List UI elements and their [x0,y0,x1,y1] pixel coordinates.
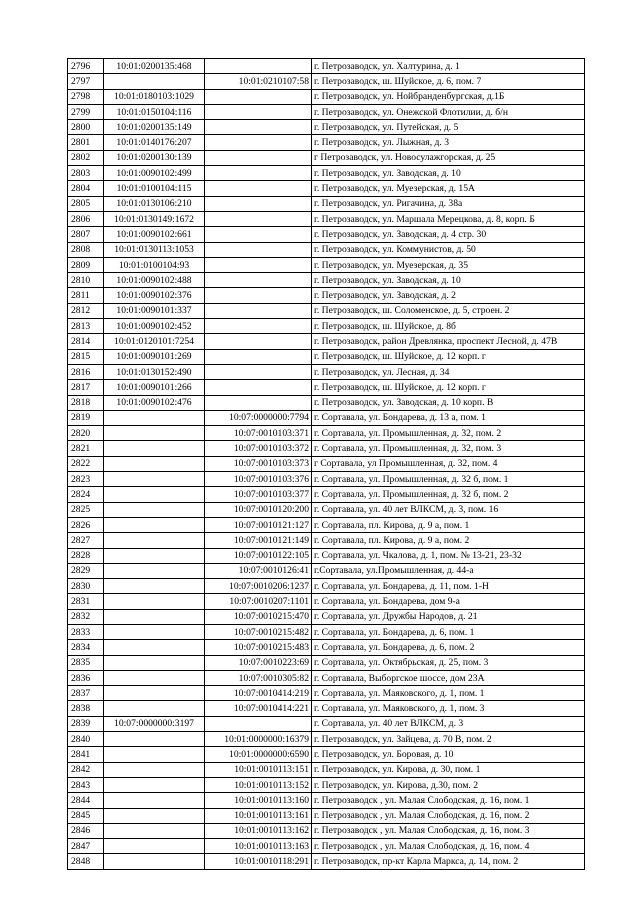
land-cadastral-cell: 10:01:0130149:1672 [104,211,205,226]
land-cadastral-cell [104,686,205,701]
building-cadastral-cell: 10:01:0010113:160 [205,793,312,808]
table-row [68,701,585,716]
land-cadastral-cell: 10:01:0180103:1029 [104,89,205,104]
table-row [68,456,585,471]
row-number-cell: 2834 [68,640,104,655]
table-row [68,166,585,181]
land-cadastral-cell: 10:01:0090102:452 [104,319,205,334]
building-cadastral-cell [205,227,312,242]
building-cadastral-cell: 10:01:0000000:6590 [205,747,312,762]
land-cadastral-cell: 10:01:0130106:210 [104,196,205,211]
row-number-cell: 2828 [68,548,104,563]
row-number-cell: 2821 [68,441,104,456]
table-row [68,839,585,854]
row-number-cell: 2796 [68,59,104,74]
table-row [68,349,585,364]
row-number-cell: 2801 [68,135,104,150]
address-cell: г. Петрозаводск, ул. Заводская, д. 4 стр. 30 [312,227,585,242]
land-cadastral-cell: 10:01:0090102:488 [104,273,205,288]
row-number-cell: 2830 [68,579,104,594]
building-cadastral-cell [205,380,312,395]
building-cadastral-cell [205,288,312,303]
address-cell: г. Петрозаводск, район Древлянка, проспект Лесной, д. 47В [312,334,585,349]
land-cadastral-cell: 10:01:0100104:115 [104,181,205,196]
table-row [68,502,585,517]
row-number-cell: 2810 [68,273,104,288]
row-number-cell: 2820 [68,426,104,441]
address-cell: г. Петрозаводск, ш. Шуйское, д. 6, пом. 7 [312,74,585,89]
land-cadastral-cell [104,594,205,609]
table-row [68,686,585,701]
land-cadastral-cell: 10:01:0090102:661 [104,227,205,242]
table-row [68,410,585,425]
building-cadastral-cell [205,150,312,165]
row-number-cell: 2831 [68,594,104,609]
building-cadastral-cell [205,303,312,318]
address-cell: г. Петрозаводск, ул. Заводская, д. 2 [312,288,585,303]
land-cadastral-cell [104,808,205,823]
row-number-cell: 2808 [68,242,104,257]
table-row [68,609,585,624]
building-cadastral-cell [205,242,312,257]
land-cadastral-cell [104,456,205,471]
table-row [68,89,585,104]
table-row [68,426,585,441]
building-cadastral-cell [205,273,312,288]
building-cadastral-cell [205,716,312,731]
row-number-cell: 2823 [68,472,104,487]
building-cadastral-cell [205,319,312,334]
property-table [67,58,585,870]
table-row [68,135,585,150]
table-row [68,808,585,823]
address-cell: г. Сортавала, пл. Кирова, д. 9 а, пом. 2 [312,533,585,548]
row-number-cell: 2843 [68,777,104,792]
table-row [68,395,585,410]
building-cadastral-cell: 10:07:0010126:41 [205,563,312,578]
address-cell: г. Сортавала, Выборгское шоссе, дом 23А [312,670,585,685]
building-cadastral-cell [205,196,312,211]
building-cadastral-cell: 10:07:0010103:372 [205,441,312,456]
table-row [68,364,585,379]
address-cell: г. Петрозаводск, пр-кт Карла Маркса, д. 14, пом. 2 [312,854,585,869]
building-cadastral-cell [205,181,312,196]
table-row [68,854,585,869]
table-row [68,273,585,288]
row-number-cell: 2815 [68,349,104,364]
land-cadastral-cell [104,670,205,685]
row-number-cell: 2822 [68,456,104,471]
address-cell: г Сортавала, ул Промышленная, д. 32, пом. 4 [312,456,585,471]
land-cadastral-cell [104,533,205,548]
address-cell: г. Петрозаводск, ул. Онежской Флотилии, д. б/н [312,104,585,119]
address-cell: г. Сортавала, ул. Промышленная, д. 32 б, пом. 2 [312,487,585,502]
row-number-cell: 2827 [68,533,104,548]
row-number-cell: 2812 [68,303,104,318]
table-row [68,59,585,74]
row-number-cell: 2805 [68,196,104,211]
table-row [68,747,585,762]
land-cadastral-cell: 10:01:0130152:490 [104,364,205,379]
row-number-cell: 2829 [68,563,104,578]
land-cadastral-cell [104,732,205,747]
table-row [68,533,585,548]
table-row [68,823,585,838]
row-number-cell: 2846 [68,823,104,838]
land-cadastral-cell: 10:01:0150104:116 [104,104,205,119]
row-number-cell: 2819 [68,410,104,425]
building-cadastral-cell [205,166,312,181]
document-page [67,58,585,870]
address-cell: г. Сортавала, ул. Дружбы Народов, д. 21 [312,609,585,624]
address-cell: г. Петрозаводск , ул. Малая Слободская, д. 16, пом. 4 [312,839,585,854]
building-cadastral-cell [205,120,312,135]
table-row [68,563,585,578]
row-number-cell: 2811 [68,288,104,303]
building-cadastral-cell: 10:07:0000000:7794 [205,410,312,425]
row-number-cell: 2841 [68,747,104,762]
building-cadastral-cell [205,395,312,410]
land-cadastral-cell [104,609,205,624]
address-cell: г. Сортавала, ул. Чкалова, д. 1, пом. № 13-21, 23-32 [312,548,585,563]
address-cell: г. Петрозаводск, ул. Заводская, д. 10 [312,166,585,181]
row-number-cell: 2798 [68,89,104,104]
row-number-cell: 2836 [68,670,104,685]
table-row [68,594,585,609]
building-cadastral-cell: 10:07:0010215:470 [205,609,312,624]
row-number-cell: 2826 [68,517,104,532]
building-cadastral-cell: 10:01:0010113:152 [205,777,312,792]
land-cadastral-cell [104,854,205,869]
table-row [68,579,585,594]
land-cadastral-cell [104,441,205,456]
land-cadastral-cell [104,426,205,441]
table-row [68,150,585,165]
row-number-cell: 2835 [68,655,104,670]
land-cadastral-cell [104,655,205,670]
land-cadastral-cell [104,747,205,762]
address-cell: г. Сортавала, ул. Бондарева, д. 11, пом. 1-Н [312,579,585,594]
land-cadastral-cell [104,74,205,89]
land-cadastral-cell [104,579,205,594]
building-cadastral-cell: 10:01:0000000:16379 [205,732,312,747]
row-number-cell: 2799 [68,104,104,119]
building-cadastral-cell [205,59,312,74]
building-cadastral-cell [205,334,312,349]
row-number-cell: 2804 [68,181,104,196]
address-cell: г. Сортавала, ул. Промышленная, д. 32, пом. 3 [312,441,585,456]
address-cell: г. Петрозаводск, ул. Лесная, д. 34 [312,364,585,379]
building-cadastral-cell: 10:01:0010118:291 [205,854,312,869]
table-row [68,227,585,242]
land-cadastral-cell [104,563,205,578]
address-cell: г. Петрозаводск, ул. Муезерская, д. 15А [312,181,585,196]
land-cadastral-cell [104,487,205,502]
building-cadastral-cell: 10:07:0010103:373 [205,456,312,471]
table-row [68,303,585,318]
table-row [68,257,585,272]
address-cell: г. Петрозаводск, ул. Заводская, д. 10 корп. В [312,395,585,410]
land-cadastral-cell: 10:01:0090101:337 [104,303,205,318]
land-cadastral-cell [104,793,205,808]
building-cadastral-cell: 10:07:0010103:377 [205,487,312,502]
table-row [68,120,585,135]
land-cadastral-cell: 10:01:0100104:93 [104,257,205,272]
table-row [68,732,585,747]
building-cadastral-cell: 10:07:0010305:82 [205,670,312,685]
address-cell: г. Сортавала, ул. Бондарева, дом 9-а [312,594,585,609]
building-cadastral-cell: 10:07:0010215:483 [205,640,312,655]
address-cell: г. Петрозаводск , ул. Малая Слободская, д. 16, пом. 3 [312,823,585,838]
address-cell: г. Петрозаводск, ш. Шуйское, д. 8б [312,319,585,334]
land-cadastral-cell: 10:01:0090101:266 [104,380,205,395]
table-row [68,104,585,119]
address-cell: г. Сортавала, ул. Маяковского, д. 1, пом. 3 [312,701,585,716]
table-row [68,380,585,395]
row-number-cell: 2847 [68,839,104,854]
row-number-cell: 2806 [68,211,104,226]
row-number-cell: 2803 [68,166,104,181]
table-row [68,793,585,808]
row-number-cell: 2837 [68,686,104,701]
land-cadastral-cell [104,701,205,716]
building-cadastral-cell [205,211,312,226]
address-cell: г. Сортавала, ул. 40 лет ВЛКСМ, д. 3, пом. 16 [312,502,585,517]
building-cadastral-cell: 10:07:0010207:1101 [205,594,312,609]
address-cell: г. Сортавала, ул. Бондарева, д. 6, пом. 2 [312,640,585,655]
land-cadastral-cell: 10:01:0200135:149 [104,120,205,135]
building-cadastral-cell [205,104,312,119]
land-cadastral-cell [104,640,205,655]
building-cadastral-cell: 10:07:0010414:221 [205,701,312,716]
address-cell: г. Петрозаводск, ул. Кирова, д.30, пом. 2 [312,777,585,792]
land-cadastral-cell: 10:01:0090102:476 [104,395,205,410]
address-cell: г. Сортавала, ул. Маяковского, д. 1, пом. 1 [312,686,585,701]
land-cadastral-cell [104,548,205,563]
address-cell: г. Петрозаводск, ш. Соломенское, д. 5, строен. 2 [312,303,585,318]
table-row [68,242,585,257]
building-cadastral-cell [205,89,312,104]
property-table-body [68,59,585,870]
land-cadastral-cell [104,839,205,854]
row-number-cell: 2809 [68,257,104,272]
land-cadastral-cell: 10:01:0200135:468 [104,59,205,74]
table-row [68,181,585,196]
row-number-cell: 2800 [68,120,104,135]
row-number-cell: 2844 [68,793,104,808]
land-cadastral-cell: 10:01:0140176:207 [104,135,205,150]
land-cadastral-cell: 10:01:0130113:1053 [104,242,205,257]
address-cell: г. Петрозаводск, ул. Боровая, д. 10 [312,747,585,762]
table-row [68,624,585,639]
land-cadastral-cell [104,517,205,532]
building-cadastral-cell: 10:07:0010120:200 [205,502,312,517]
address-cell: г. Петрозаводск, ул. Зайцева, д. 70 В, пом. 2 [312,732,585,747]
address-cell: г. Петрозаводск, ул. Нойбранденбургская, д.1Б [312,89,585,104]
building-cadastral-cell: 10:07:0010223:69 [205,655,312,670]
building-cadastral-cell: 10:01:0210107:58 [205,74,312,89]
table-row [68,211,585,226]
table-row [68,74,585,89]
address-cell: г. Сортавала, пл. Кирова, д. 9 а, пом. 1 [312,517,585,532]
building-cadastral-cell: 10:01:0010113:151 [205,762,312,777]
table-row [68,196,585,211]
table-row [68,640,585,655]
address-cell: г. Петрозаводск , ул. Малая Слободская, д. 16, пом. 1 [312,793,585,808]
building-cadastral-cell: 10:07:0010121:127 [205,517,312,532]
address-cell: г. Сортавала, ул. Промышленная, д. 32, пом. 2 [312,426,585,441]
building-cadastral-cell: 10:01:0010113:161 [205,808,312,823]
building-cadastral-cell: 10:07:0010103:376 [205,472,312,487]
row-number-cell: 2797 [68,74,104,89]
address-cell: г. Сортавала, ул. Промышленная, д. 32 б, пом. 1 [312,472,585,487]
land-cadastral-cell [104,502,205,517]
building-cadastral-cell [205,135,312,150]
land-cadastral-cell: 10:01:0120101:7254 [104,334,205,349]
address-cell: г. Сортавала, ул. 40 лет ВЛКСМ, д. 3 [312,716,585,731]
row-number-cell: 2825 [68,502,104,517]
building-cadastral-cell: 10:07:0010121:149 [205,533,312,548]
row-number-cell: 2814 [68,334,104,349]
table-row [68,288,585,303]
land-cadastral-cell: 10:01:0200130:139 [104,150,205,165]
address-cell: г Петрозаводск, ул. Новосулажгорская, д. 25 [312,150,585,165]
table-row [68,762,585,777]
row-number-cell: 2838 [68,701,104,716]
building-cadastral-cell [205,257,312,272]
row-number-cell: 2832 [68,609,104,624]
table-row [68,517,585,532]
address-cell: г. Петрозаводск, ш. Шуйское, д. 12 корп. г [312,349,585,364]
building-cadastral-cell: 10:01:0010113:163 [205,839,312,854]
land-cadastral-cell [104,624,205,639]
row-number-cell: 2816 [68,364,104,379]
address-cell: г. Петрозаводск, ул. Муезерская, д. 35 [312,257,585,272]
table-row [68,319,585,334]
address-cell: г. Сортавала, ул. Октябрьская, д. 25, пом. 3 [312,655,585,670]
row-number-cell: 2817 [68,380,104,395]
address-cell: г. Петрозаводск, ул. Путейская, д. 5 [312,120,585,135]
row-number-cell: 2833 [68,624,104,639]
address-cell: г. Петрозаводск, ул. Ригачина, д. 38а [312,196,585,211]
row-number-cell: 2824 [68,487,104,502]
row-number-cell: 2807 [68,227,104,242]
table-row [68,777,585,792]
building-cadastral-cell: 10:07:0010414:219 [205,686,312,701]
land-cadastral-cell: 10:01:0090101:269 [104,349,205,364]
building-cadastral-cell: 10:07:0010122:105 [205,548,312,563]
address-cell: г. Петрозаводск, ул. Коммунистов, д. 50 [312,242,585,257]
address-cell: г. Сортавала, ул. Бондарева, д. 13 а, пом. 1 [312,410,585,425]
row-number-cell: 2842 [68,762,104,777]
row-number-cell: 2813 [68,319,104,334]
land-cadastral-cell [104,777,205,792]
building-cadastral-cell [205,349,312,364]
address-cell: г. Петрозаводск, ул. Заводская, д. 10 [312,273,585,288]
row-number-cell: 2840 [68,732,104,747]
row-number-cell: 2848 [68,854,104,869]
address-cell: г. Петрозаводск , ул. Малая Слободская, д. 16, пом. 2 [312,808,585,823]
land-cadastral-cell: 10:01:0090102:376 [104,288,205,303]
table-row [68,655,585,670]
row-number-cell: 2839 [68,716,104,731]
land-cadastral-cell [104,472,205,487]
row-number-cell: 2802 [68,150,104,165]
land-cadastral-cell [104,823,205,838]
land-cadastral-cell: 10:01:0090102:499 [104,166,205,181]
table-row [68,670,585,685]
land-cadastral-cell [104,762,205,777]
table-row [68,472,585,487]
address-cell: г. Петрозаводск, ул. Лыжная, д. 3 [312,135,585,150]
table-row [68,334,585,349]
table-row [68,487,585,502]
row-number-cell: 2845 [68,808,104,823]
row-number-cell: 2818 [68,395,104,410]
building-cadastral-cell: 10:01:0010113:162 [205,823,312,838]
building-cadastral-cell: 10:07:0010206:1237 [205,579,312,594]
building-cadastral-cell: 10:07:0010215:482 [205,624,312,639]
address-cell: г. Петрозаводск, ул. Маршала Мерецкова, д. 8, корп. Б [312,211,585,226]
address-cell: г. Сортавала, ул. Бондарева, д. 6, пом. 1 [312,624,585,639]
address-cell: г. Петрозаводск, ш. Шуйское, д. 12 корп. г [312,380,585,395]
address-cell: г. Петрозаводск, ул. Халтурина, д. 1 [312,59,585,74]
table-row [68,548,585,563]
address-cell: г.Сортавала, ул.Промышленная, д. 44-а [312,563,585,578]
land-cadastral-cell [104,410,205,425]
table-row [68,441,585,456]
building-cadastral-cell [205,364,312,379]
table-row [68,716,585,731]
address-cell: г. Петрозаводск, ул. Кирова, д. 30, пом. 1 [312,762,585,777]
land-cadastral-cell: 10:07:0000000:3197 [104,716,205,731]
building-cadastral-cell: 10:07:0010103:371 [205,426,312,441]
